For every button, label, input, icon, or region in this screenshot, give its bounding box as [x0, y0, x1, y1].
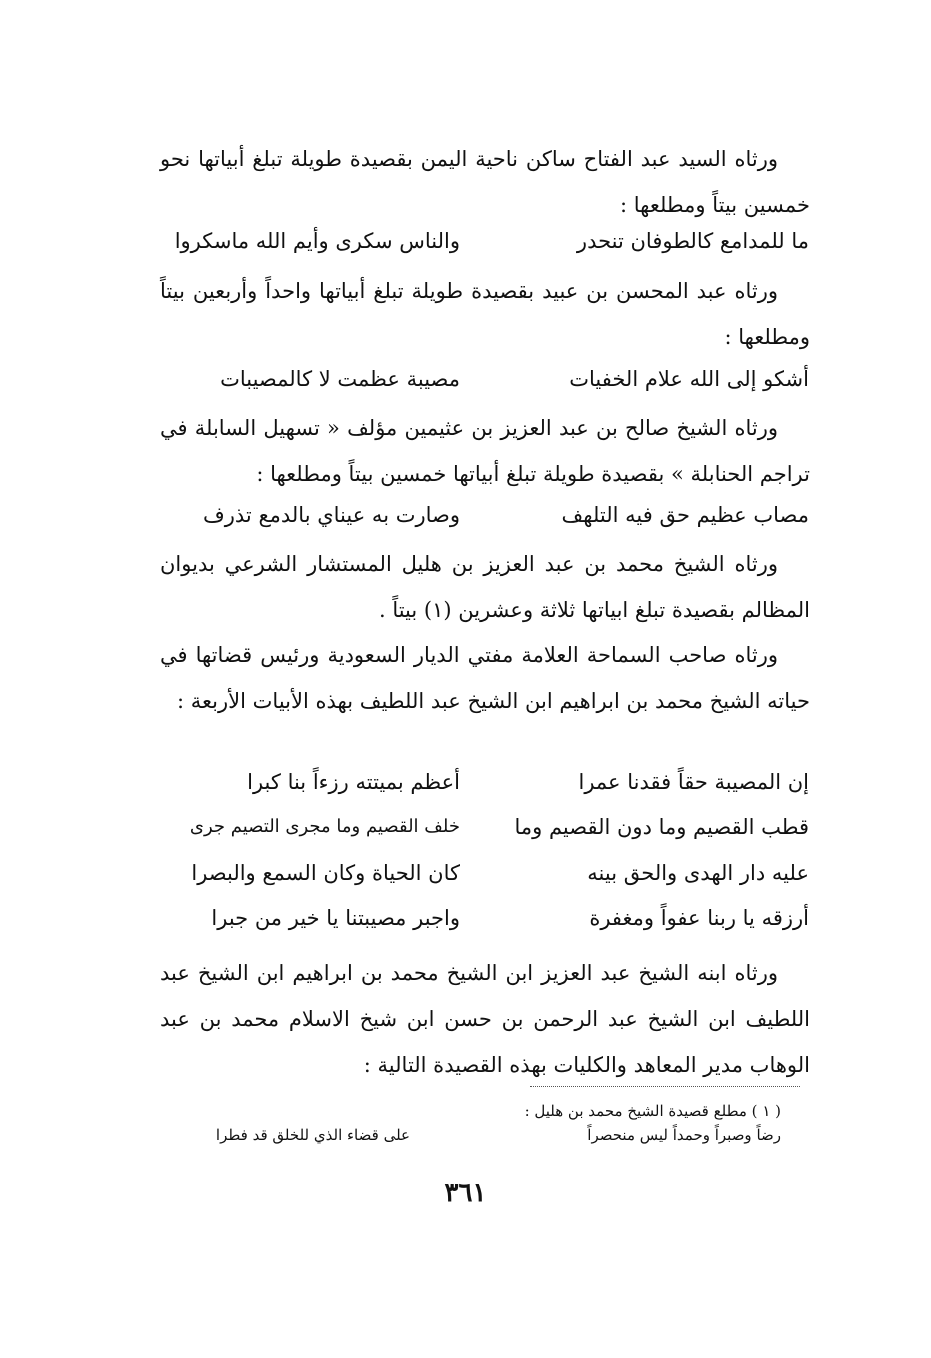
- verse-second-hemistich: كان الحياة وكان السمع والبصرا: [191, 861, 460, 885]
- paragraph-1: [160, 136, 810, 228]
- verse-second-hemistich: أعظم بميتته رزءاً بنا كبرا: [247, 770, 460, 794]
- paragraph-6: [160, 950, 810, 1088]
- paragraph-text: ورثاه عبد المحسن بن عبيد بقصيدة طويلة تبلغ أبياتها واحداً وأربعين بيتاً ومطلعها :: [160, 279, 810, 349]
- verse-first-hemistich: عليه دار الهدى والحق بينه: [587, 861, 809, 885]
- footnote-divider: [530, 1086, 800, 1087]
- page-number: ٣٦١: [444, 1178, 487, 1208]
- paragraph-text: ورثاه الشيخ محمد بن عبد العزيز بن هليل المستشار الشرعي بديوان المظالم بقصيدة تبلغ ابياتها ثلاثة وعشرين (١) بيتاً .: [160, 552, 810, 622]
- verse-first-hemistich: ما للمدامع كالطوفان تنحدر: [576, 229, 809, 253]
- paragraph-text: ورثاه صاحب السماحة العلامة مفتي الديار السعودية ورئيس قضاتها في حياته الشيخ محمد بن ابراهيم ابن الشيخ عبد اللطيف بهذه الأبيات الأربعة :: [160, 643, 810, 713]
- verse-first-hemistich: أشكو إلى الله علام الخفيات: [569, 367, 809, 391]
- paragraph-3: [160, 405, 810, 497]
- verse-2: [0, 364, 931, 394]
- verse-second-hemistich: مصيبة عظمت لا كالمصيبات: [220, 367, 460, 391]
- paragraph-text: ورثاه السيد عبد الفتاح ساكن ناحية اليمن بقصيدة طويلة تبلغ أبياتها نحو خمسين بيتاً ومطلعها :: [160, 147, 810, 217]
- verse-second-hemistich: والناس سكرى وأيم الله ماسكروا: [174, 229, 460, 253]
- verse-4: [0, 767, 931, 797]
- paragraph-text: ورثاه ابنه الشيخ عبد العزيز ابن الشيخ محمد بن ابراهيم ابن الشيخ عبد اللطيف ابن الشيخ عبد الرحمن بن حسن ابن شيخ الاسلام محمد بن عبد الوهاب مدير المعاهد والكليات بهذه القصيدة التالية :: [160, 961, 810, 1077]
- verse-6: [0, 858, 931, 888]
- verse-3: [0, 500, 931, 530]
- paragraph-text: ورثاه الشيخ صالح بن عبد العزيز بن عثيمين مؤلف « تسهيل السابلة في تراجم الحنابلة » بقصيدة طويلة تبلغ أبياتها خمسين بيتاً ومطلعها :: [160, 416, 810, 486]
- verse-first-hemistich: أرزقه يا ربنا عفواً ومغفرة: [589, 906, 809, 930]
- paragraph-4: [160, 541, 810, 633]
- paragraph-2: [160, 268, 810, 360]
- verse-first-hemistich: إن المصيبة حقاً فقدنا عمرا: [578, 770, 809, 794]
- verse-7: [0, 903, 931, 933]
- verse-1: [0, 226, 931, 256]
- verse-second-hemistich: واجبر مصيبتنا يا خير من جبرا: [211, 906, 460, 930]
- verse-second-hemistich: وصارت به عيناي بالدمع تذرف: [203, 503, 460, 527]
- paragraph-5: [160, 632, 810, 724]
- footnote-verse-first: رضاً وصبراً وحمداً ليس منحصراً: [587, 1126, 781, 1144]
- verse-first-hemistich: قطب القصيم وما دون القصيم وما: [514, 815, 809, 839]
- verse-5: [0, 812, 931, 842]
- verse-first-hemistich: مصاب عظيم حق فيه التلهف: [561, 503, 809, 527]
- footnote-intro: ( ١ ) مطلع قصيدة الشيخ محمد بن هليل :: [524, 1102, 781, 1120]
- footnote-verse-second: على قضاء الذي للخلق قد فطرا: [215, 1126, 410, 1144]
- verse-second-hemistich: خلف القصيم وما مجرى التصيم جرى: [189, 816, 460, 837]
